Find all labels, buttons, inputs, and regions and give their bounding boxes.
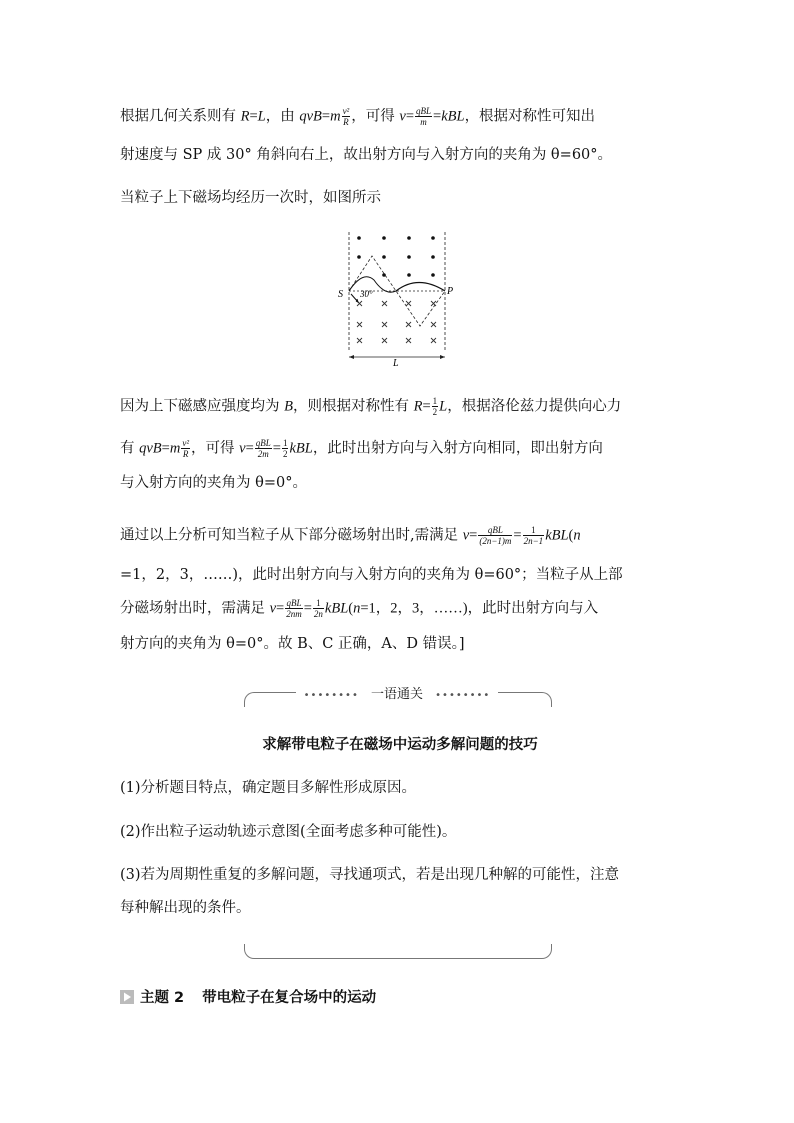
p3-line3: 与入射方向的夹角为 θ=0°。 xyxy=(120,475,307,491)
p3-line2: 有 qvB=m $\frac{\text{v²}}{R}$ ，可得 v= $\frac{\text{qBL}}{2m}$ = $\frac{1}{2}$ kBL，此时出射方向与入射方向相同，即出射方向 xyxy=(120,438,603,459)
magnetic-field-diagram xyxy=(330,228,460,368)
label-angle: 30° xyxy=(360,289,373,299)
tips-item-2: (2)作出粒子运动轨迹示意图(全面考虑多种可能性)。 xyxy=(120,824,457,840)
topic-title: 带电粒子在复合场中的运动 xyxy=(202,990,377,1006)
p4-line3: 分磁场射出时，需满足 v= $\frac{\text{qBL}}{2nm}$ = $\frac{1}{2n}$ kBL(n=1，2，3，……)，此时出射方向与入 xyxy=(120,598,599,619)
p1-line2: 射速度与 SP 成 30° 角斜向右上，故出射方向与入射方向的夹角为 θ=60°。 xyxy=(120,147,613,163)
topic-heading xyxy=(120,988,680,1008)
label-s: S xyxy=(338,289,343,300)
p2-text: 当粒子上下磁场均经历一次时，如图所示 xyxy=(120,190,381,206)
p4-line4: 射方向的夹角为 θ=0°。故 B、C 正确，A、D 错误。] xyxy=(120,636,465,652)
p4-line1: 通过以上分析可知当粒子从下部分磁场射出时,需满足 v= $\frac{\text{qBL}}{(2n-1)m}$ = $\frac{1}{2n-1}$ kBL(n xyxy=(120,525,581,546)
p4-line2: =1，2，3，……)，此时出射方向与入射方向的夹角为 θ=60°；当粒子从上部 xyxy=(120,567,623,583)
tips-item-3-line1: (3)若为周期性重复的多解问题，寻找通项式，若是出现几种解的可能性，注意 xyxy=(120,867,620,883)
tips-heading: 求解带电粒子在磁场中运动多解问题的技巧 xyxy=(262,737,538,753)
play-triangle-icon xyxy=(120,990,134,1004)
p3-line1: 因为上下磁感应强度均为 B，则根据对称性有 R= $\frac{1}{2}$ L，根据洛伦兹力提供向心力 xyxy=(120,396,622,417)
label-p: P xyxy=(447,286,454,297)
tips-box-bottom xyxy=(244,944,552,959)
label-l: L xyxy=(393,358,399,368)
topic-label: 主题 2 xyxy=(140,990,185,1006)
tips-item-3-line2: 每种解出现的条件。 xyxy=(120,900,251,916)
tips-item-1: (1)分析题目特点，确定题目多解性形成原因。 xyxy=(120,780,417,796)
p1-line1: 根据几何关系则有 R=L，由 qvB=m $\frac{\text{v²}}{R}$ ，可得 v= $\frac{\text{qBL}}{m}$ =kBL，根据对称性可知出 xyxy=(120,106,596,127)
tips-ribbon: •••••••• 一语通关 •••••••• xyxy=(0,683,794,702)
ribbon-title: 一语通关 xyxy=(367,687,427,702)
